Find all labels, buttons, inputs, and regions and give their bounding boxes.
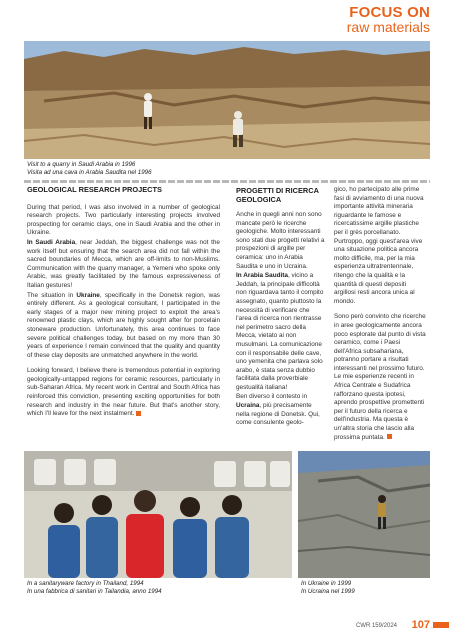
english-paragraph-1: During that period, I was also involved in a number of geological research projects. Two particularly interesting projects involved prospecting for ceramic clays, one in Saudi Arabia and the other in Ukraine.	[27, 203, 220, 237]
end-mark-icon	[136, 411, 141, 416]
english-heading: GEOLOGICAL RESEARCH PROJECTS	[27, 185, 162, 194]
english-paragraph-3	[27, 292, 220, 361]
english-paragraph-2	[27, 239, 220, 291]
factory-caption-it: In una fabbrica di sanitari in Tailandia, anno 1994	[27, 587, 162, 595]
english-p2-bold: In Saudi Arabia	[27, 238, 76, 246]
italian-p2-text: , vicino a Jeddah, la principale difficoltà non riguardava tanto il compito assegnato, quanto piuttosto la necessità di verificare che l'area di ricerca non rientrasse nel perimetro sacro della Mecca, vietato ai non musulmani. La comunicazione con il responsabile delle cave, uno yemenita che parlava solo arabo, è stata senza dubbio facilitata dalla proverbiale gestualità italiana!	[236, 272, 324, 391]
page-number: 107	[411, 619, 430, 631]
ukraine-photo	[298, 451, 430, 578]
section-title: FOCUS ON	[349, 4, 430, 21]
ukraine-caption	[301, 580, 431, 595]
page-accent-bar	[433, 622, 449, 628]
quarry-caption-it: Visita ad una cava in Arabia Saudita nel 1996	[27, 168, 152, 176]
italian-column-1	[236, 186, 326, 429]
english-p3-a: The situation in	[27, 291, 77, 299]
italian-paragraph-2	[236, 272, 326, 392]
section-subtitle: raw materials	[346, 19, 430, 35]
italian-p3-b: , più precisamente nella regione di Donetsk. Qui, come consulente geolo-	[236, 402, 320, 427]
italian-p3-a: Ben diverso il contesto in	[236, 393, 308, 401]
english-p3-b: , specifically in the Donetsk region, was entirely different. As a geological consultant, I participated in the early stages of a major new mining project to exploit the area's renowned plastic clays, which are highly sought after for porcelain stoneware production. Unfortunately, this area continues to face severe political challenges today, but based on my more than 30 years of experience I remain convinced that the quality and quantity of these clay deposits are unmatched anywhere in the world.	[27, 291, 220, 359]
issue-label: CWR 159/2024	[355, 623, 397, 629]
italian-p3-bold: Ucraina	[236, 402, 260, 410]
italian-p2-bold: In Arabia Saudita	[236, 272, 288, 280]
italian-p5-text: Sono però convinto che ricerche in aree geologicamente ancora poco esplorate dal punto di vista ceramico, come i Paesi dell'Africa subsahariana, potranno portare a risultati interessanti nel prossimo futuro. Le mie esperienze recenti in Africa Centrale e Sudafrica rafforzano questa ipotesi, aprendo prospettive promettenti per il futuro della ricerca e dell'industria. Ma questa è un'altra storia che lascio alla prossima puntata.	[334, 313, 426, 441]
quarry-photo	[24, 41, 430, 159]
italian-paragraph-5	[334, 313, 428, 442]
english-p2-text: , near Jeddah, the biggest challenge was not the work itself but ensuring that the search area did not fall within the sacred boundaries of Mecca, which are off-limits to non-Muslims. Communication with the quarry manager, a Yemeni who spoke only Arabic, was greatly facilitated by the famous expressiveness of Italian gestures!	[27, 238, 220, 289]
english-column	[27, 186, 220, 420]
factory-caption-en: In a sanitaryware factory in Thailand, 1994	[27, 580, 144, 587]
english-paragraph-4	[27, 367, 220, 419]
quarry-caption	[27, 161, 327, 176]
quarry-caption-en: Visit to a quarry in Saudi Arabia in 1996	[27, 161, 136, 168]
english-p3-bold: Ukraine	[76, 291, 100, 299]
english-p4-text: Looking forward, I believe there is tremendous potential in exploring geologically-untapped regions for ceramic resources, particularly in sub-Saharan Africa. My recent work in Central and South Africa has reinforced this conviction, presenting exciting opportunities for both research and industry in the near future. But that's another story, which I'll leave for the next instalment.	[27, 367, 220, 418]
italian-heading: PROGETTI DI RICERCA GEOLOGICA	[236, 186, 319, 204]
italian-paragraph-4: gico, ho partecipato alle prime fasi di avviamento di una nuova importante attività mineraria riguardante le famose e ricercatissime argille plastiche per il grès porcellanato. Purtroppo, oggi quest'area vive una situazione politica ancora molto difficile, ma, per la mia esperienza ultratrentennale, ritengo che la qualità e la quantità di questi depositi argillosi resti ancora unica al mondo.	[334, 186, 424, 305]
ukraine-caption-it: In Ucraina nel 1999	[301, 587, 355, 595]
ukraine-caption-en: In Ukraine in 1999	[301, 580, 352, 587]
factory-photo	[24, 451, 292, 578]
italian-column-2	[334, 186, 428, 443]
italian-paragraph-3	[236, 393, 326, 427]
end-mark-icon	[387, 434, 392, 439]
factory-caption	[27, 580, 292, 595]
italian-paragraph-1: Anche in quegli anni non sono mancate però le ricerche geologiche. Molto interessanti sono stati due progetti relativi a prospezioni di argille per ceramica: uno in Arabia Saudita e uno in Ucraina.	[236, 211, 325, 270]
section-divider	[24, 180, 430, 183]
